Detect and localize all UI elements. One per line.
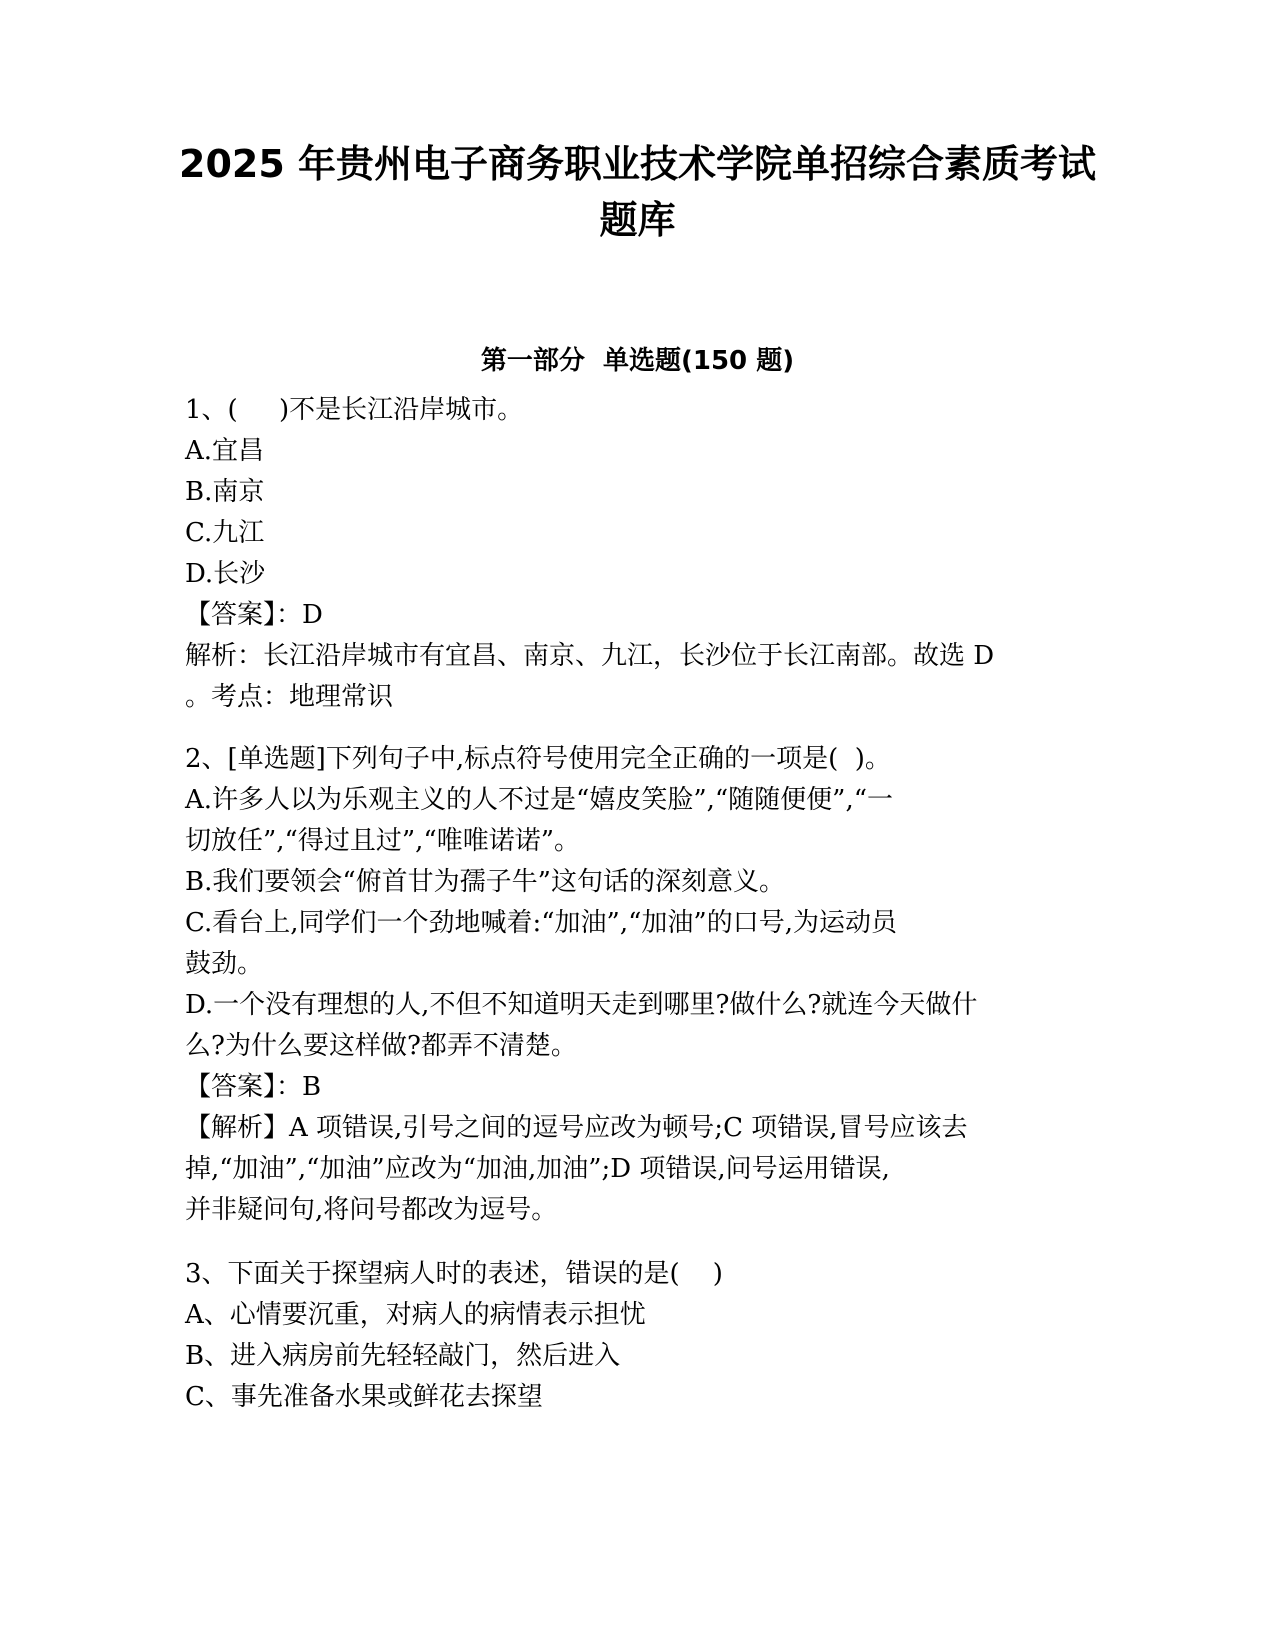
section-title: 第一部分 单选题(150 题) [480, 346, 795, 376]
question-2-option-line-4: C.看台上,同学们一个劲地喊着:“加油”,“加油”的口号,为运动员 [185, 908, 897, 938]
question-3-stem: 3、下面关于探望病人时的表述，错误的是( ) [185, 1259, 723, 1289]
question-2-answer: 【答案】：B [185, 1072, 322, 1102]
question-2-analysis-line-1: 【解析】A 项错误,引号之间的逗号应改为顿号;C 项错误,冒号应该去 [185, 1113, 968, 1143]
question-2-analysis-line-2: 掉,“加油”,“加油”应改为“加油,加油”;D 项错误,问号运用错误, [185, 1154, 890, 1184]
question-2-option-line-1: A.许多人以为乐观主义的人不过是“嬉皮笑脸”,“随随便便”,“一 [185, 785, 894, 815]
question-2-stem: 2、[单选题]下列句子中,标点符号使用完全正确的一项是( )。 [185, 744, 891, 774]
question-1-analysis-line-1: 解析：长江沿岸城市有宜昌、南京、九江，长沙位于长江南部。故选 D [185, 641, 995, 671]
question-2-option-line-6: D.一个没有理想的人,不但不知道明天走到哪里?做什么?就连今天做什 [185, 990, 978, 1020]
question-2-option-line-5: 鼓劲。 [185, 949, 264, 979]
question-1-analysis-line-2: 。考点：地理常识 [185, 682, 394, 712]
question-1-option-b: B.南京 [185, 477, 265, 507]
question-1-option-c: C.九江 [185, 518, 265, 548]
question-3-option-c: C、事先准备水果或鲜花去探望 [185, 1382, 543, 1412]
document-title-line-1: 2025 年贵州电子商务职业技术学院单招综合素质考试 [179, 142, 1096, 186]
question-3-option-a: A、心情要沉重，对病人的病情表示担忧 [185, 1300, 646, 1330]
question-2-option-line-2: 切放任”,“得过且过”,“唯唯诺诺”。 [185, 826, 580, 856]
question-2-option-line-7: 么?为什么要这样做?都弄不清楚。 [185, 1031, 577, 1061]
document-title-line-2: 题库 [599, 198, 676, 242]
question-2-analysis-line-3: 并非疑问句,将问号都改为逗号。 [185, 1195, 558, 1225]
question-2-option-line-3: B.我们要领会“俯首甘为孺子牛”这句话的深刻意义。 [185, 867, 785, 897]
question-1-answer: 【答案】：D [185, 600, 323, 630]
question-1-stem: 1、( )不是长江沿岸城市。 [185, 395, 524, 425]
question-1-option-d: D.长沙 [185, 559, 266, 589]
question-3-option-b: B、进入病房前先轻轻敲门，然后进入 [185, 1341, 621, 1371]
question-1-option-a: A.宜昌 [185, 436, 265, 466]
